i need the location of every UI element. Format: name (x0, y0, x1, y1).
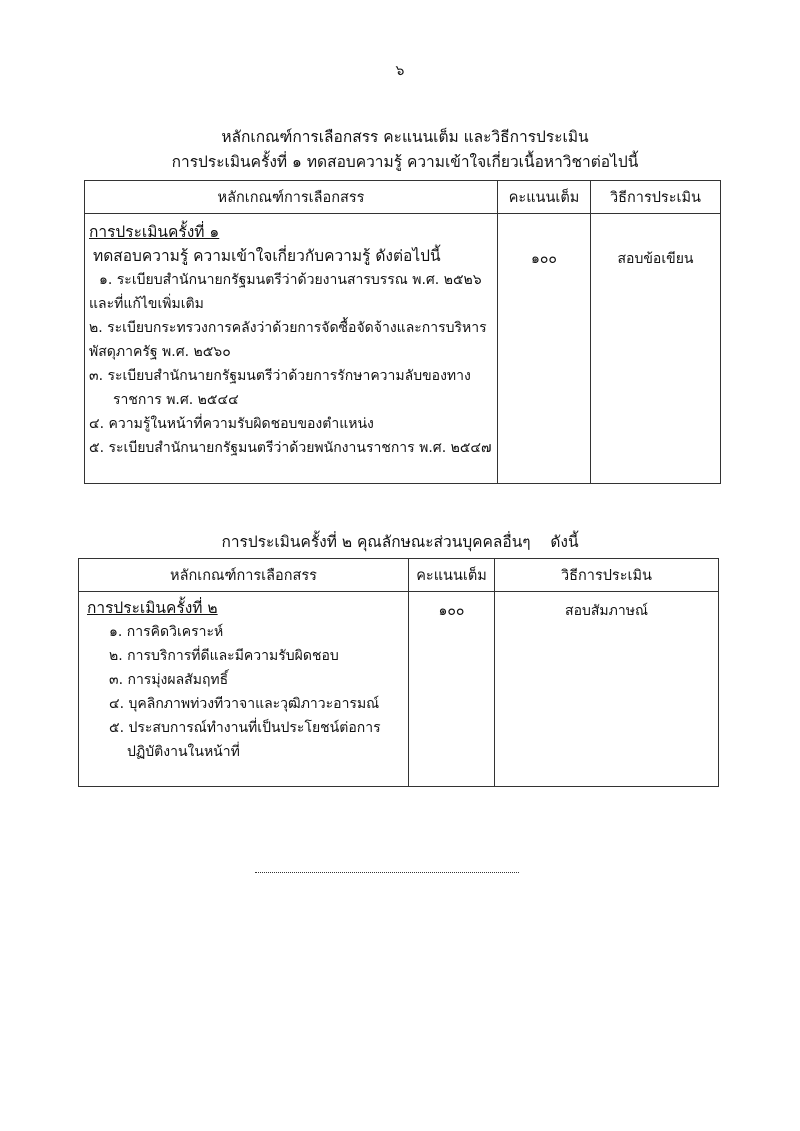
section-2-title: การประเมินครั้งที่ ๒ คุณลักษณะส่วนบุคคลอื่นๆ ดังนี้ (221, 533, 579, 551)
score-cell: ๑๐๐ (409, 592, 495, 787)
list-item: ราชการ พ.ศ. ๒๕๔๔ (113, 392, 239, 408)
table-row (85, 214, 721, 484)
list-item: ๒. การบริการที่ดีและมีความรับผิดชอบ (109, 648, 339, 664)
dotted-divider (255, 872, 519, 873)
list-item: ๒. ระเบียบกระทรวงการคลังว่าด้วยการจัดซื้อจัดจ้างและการบริหาร (89, 320, 487, 336)
list-item: ปฏิบัติงานในหน้าที่ (127, 744, 240, 760)
criteria-table-2 (78, 558, 719, 787)
header-criteria: หลักเกณฑ์การเลือกสรร (79, 559, 409, 592)
header-score: คะแนนเต็ม (498, 181, 591, 214)
document-subtitle: การประเมินครั้งที่ ๑ ทดสอบความรู้ ความเข้าใจเกี่ยวเนื้อหาวิชาต่อไปนี้ (171, 153, 639, 171)
header-criteria: หลักเกณฑ์การเลือกสรร (85, 181, 498, 214)
table-row (79, 592, 719, 787)
table-header-row (79, 559, 719, 592)
list-item: ๑. ระเบียบสำนักนายกรัฐมนตรีว่าด้วยงานสารบรรณ พ.ศ. ๒๕๒๖ (99, 272, 482, 288)
page-number: ๖ (395, 63, 405, 79)
header-method: วิธีการประเมิน (591, 181, 721, 214)
list-item: ๓. ระเบียบสำนักนายกรัฐมนตรีว่าด้วยการรักษาความลับของทาง (89, 368, 471, 384)
header-method: วิธีการประเมิน (495, 559, 719, 592)
list-item: ๑. การคิดวิเคราะห์ (109, 624, 224, 640)
section-subtitle: ทดสอบความรู้ ความเข้าใจเกี่ยวกับความรู้ ดังต่อไปนี้ (93, 247, 441, 265)
method-cell: สอบข้อเขียน (591, 214, 721, 484)
list-item: พัสดุภาครัฐ พ.ศ. ๒๕๖๐ (89, 344, 231, 360)
list-item: ๕. ประสบการณ์ทำงานที่เป็นประโยชน์ต่อการ (109, 720, 381, 736)
list-item: ๓. การมุ่งผลสัมฤทธิ์ (109, 672, 229, 688)
document-title: หลักเกณฑ์การเลือกสรร คะแนนเต็ม และวิธีการประเมิน (221, 128, 589, 146)
header-score: คะแนนเต็ม (409, 559, 495, 592)
score-cell: ๑๐๐ (498, 214, 591, 484)
method-cell: สอบสัมภาษณ์ (495, 592, 719, 787)
table-header-row (85, 181, 721, 214)
section-title: การประเมินครั้งที่ ๑ (89, 223, 220, 241)
criteria-table-1 (84, 180, 721, 484)
list-item: ๔. บุคลิกภาพท่วงทีวาจาและวุฒิภาวะอารมณ์ (109, 696, 380, 712)
list-item: ๔. ความรู้ในหน้าที่ความรับผิดชอบของตำแหน่ง (89, 416, 374, 432)
list-item: ๕. ระเบียบสำนักนายกรัฐมนตรีว่าด้วยพนักงานราชการ พ.ศ. ๒๕๔๗ (89, 440, 492, 456)
section-title: การประเมินครั้งที่ ๒ (87, 599, 218, 617)
list-item: และที่แก้ไขเพิ่มเติม (89, 296, 204, 312)
